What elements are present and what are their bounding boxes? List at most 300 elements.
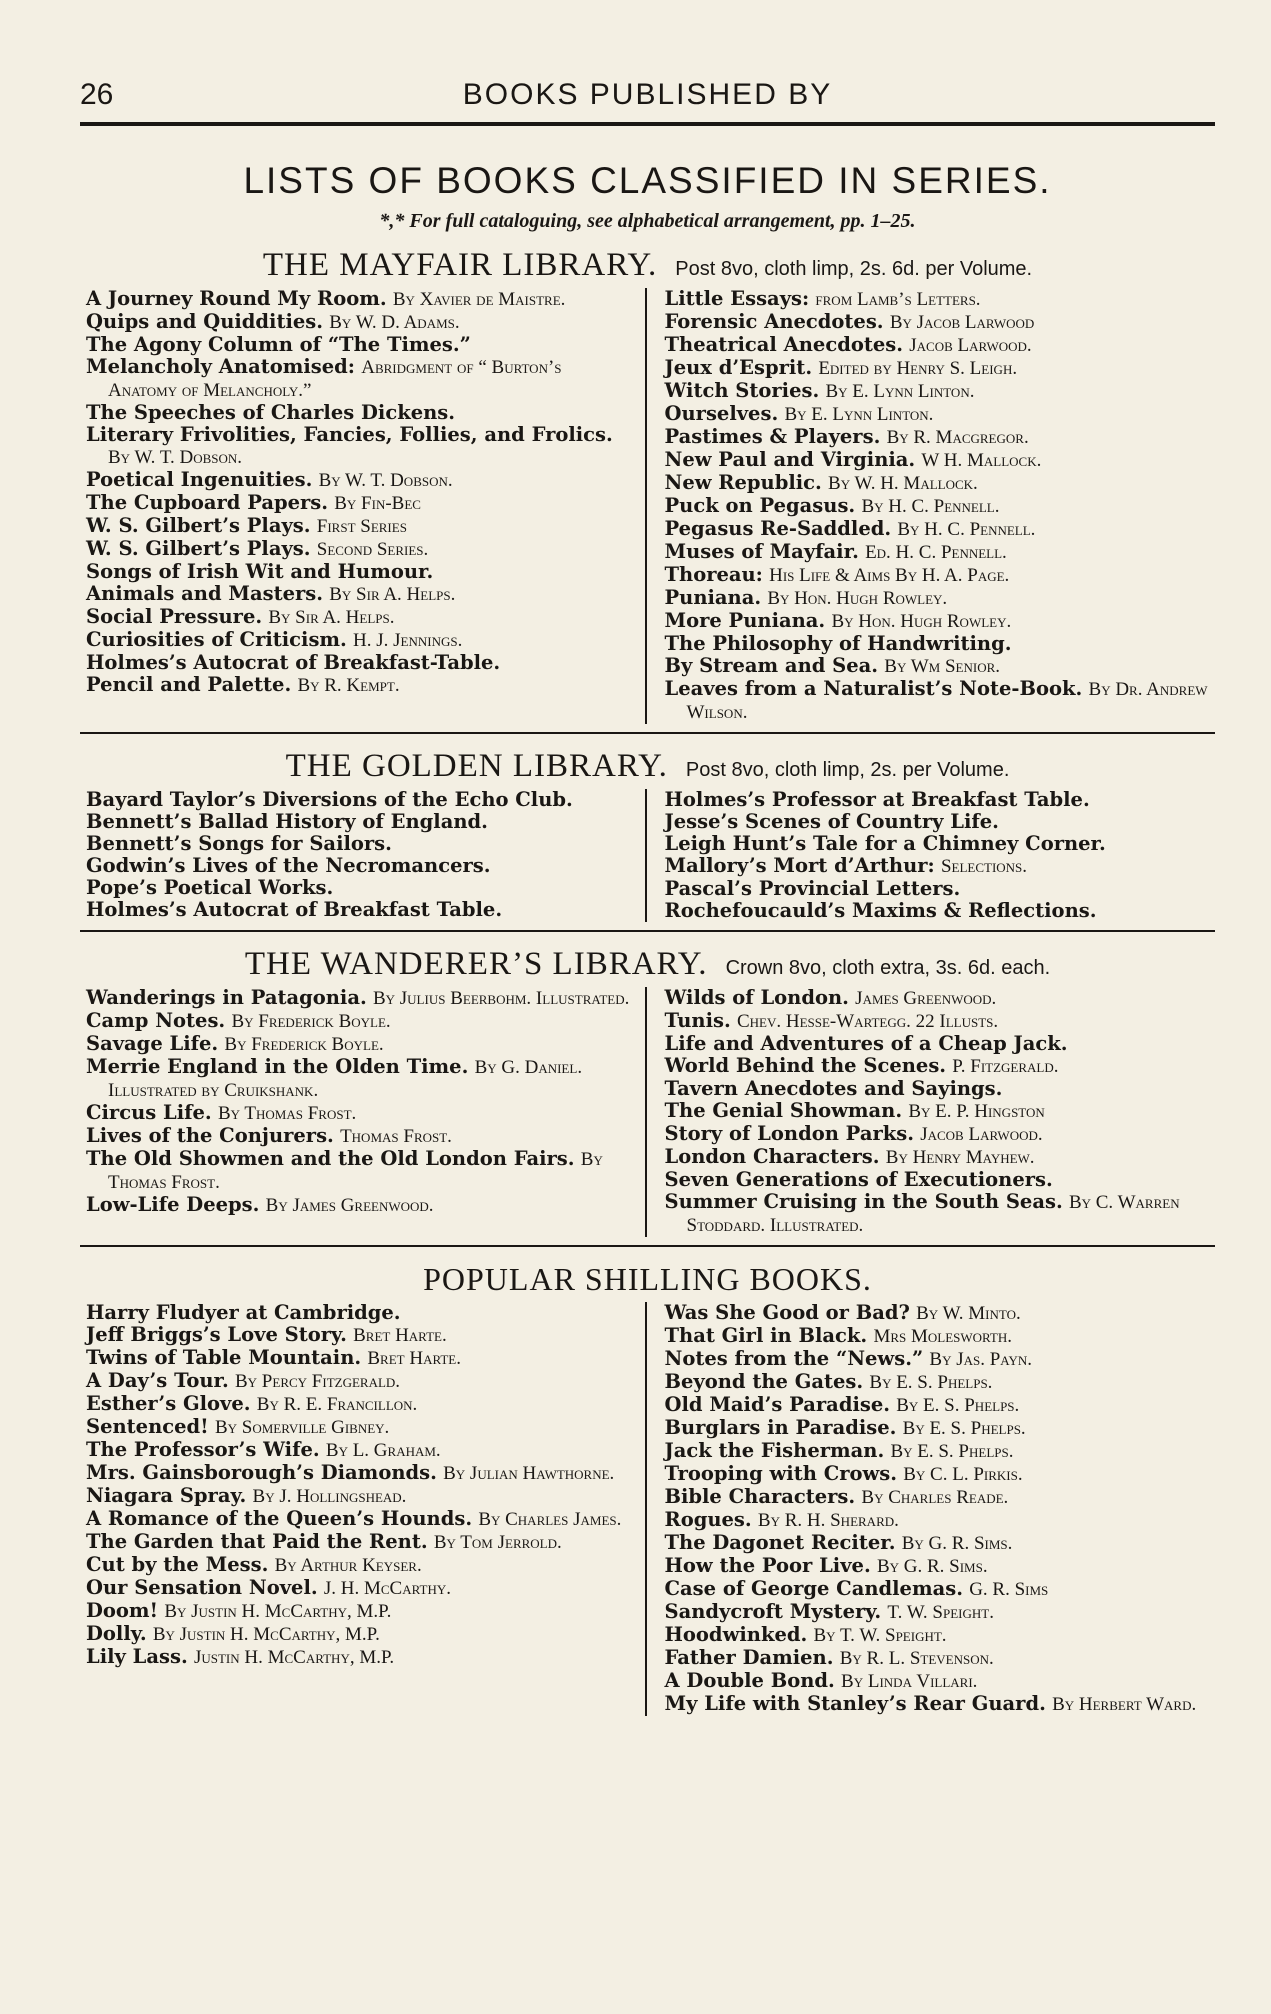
book-title: Bible Characters.	[664, 1485, 856, 1508]
book-title: Jesse’s Scenes of Country Life.	[664, 810, 999, 833]
book-title: How the Poor Live.	[664, 1554, 871, 1577]
book-author: By W. H. Mallock.	[828, 473, 978, 494]
book-entry	[86, 789, 631, 811]
book-author: Ed. H. C. Pennell.	[865, 542, 1007, 563]
book-title: The Cupboard Papers.	[86, 491, 329, 514]
book-entry	[86, 1194, 631, 1217]
book-title: New Republic.	[664, 471, 822, 494]
book-author: from Lamb’s Letters.	[815, 289, 981, 310]
book-entry	[665, 1532, 1210, 1555]
book-entry	[665, 564, 1210, 587]
book-title: Holmes’s Autocrat of Breakfast-Table.	[86, 651, 501, 674]
book-title: Esther’s Glove.	[86, 1392, 251, 1415]
book-entry	[86, 1439, 631, 1462]
book-author: By E. Lynn Linton.	[784, 404, 934, 425]
book-entry	[665, 1463, 1210, 1486]
book-entry	[665, 678, 1210, 724]
book-entry	[86, 334, 631, 356]
column-left	[80, 789, 647, 922]
book-entry	[665, 1624, 1210, 1647]
book-author: G. R. Sims	[969, 1579, 1049, 1600]
book-title: Ourselves.	[664, 402, 779, 425]
book-author: By Jacob Larwood	[889, 312, 1035, 333]
book-entry	[86, 515, 631, 538]
book-title: The Old Showmen and the Old London Fairs.	[86, 1147, 575, 1170]
book-author: By E. Lynn Linton.	[825, 381, 975, 402]
book-entry	[665, 1191, 1210, 1237]
book-entry	[665, 633, 1210, 655]
book-title: W. S. Gilbert’s Plays.	[86, 514, 311, 537]
series-container	[80, 247, 1215, 1716]
series-header	[80, 1261, 1215, 1298]
book-title: Witch Stories.	[664, 379, 820, 402]
book-author: Jacob Larwood.	[920, 1124, 1043, 1145]
book-author: By Thomas Frost.	[217, 1103, 357, 1124]
book-title: Puniana.	[664, 586, 762, 609]
running-header	[80, 72, 1215, 120]
book-entry	[665, 1486, 1210, 1509]
book-entry	[665, 1555, 1210, 1578]
book-title: Merrie England in the Olden Time.	[86, 1055, 469, 1078]
book-entry	[665, 1146, 1210, 1169]
book-title: Twins of Table Mountain.	[86, 1346, 362, 1369]
book-author: By Linda Villari.	[841, 1671, 978, 1692]
book-title: Wilds of London.	[664, 986, 849, 1009]
book-author: Second Series.	[316, 539, 429, 560]
book-title: The Speeches of Charles Dickens.	[86, 401, 456, 424]
book-entry	[665, 789, 1210, 811]
book-title: Trooping with Crows.	[664, 1462, 898, 1485]
book-entry	[86, 1462, 631, 1485]
book-author: By H. C. Pennell.	[861, 496, 1000, 517]
book-entry	[86, 492, 631, 515]
book-entry	[665, 1440, 1210, 1463]
book-entry	[665, 449, 1210, 472]
book-title: Savage Life.	[86, 1032, 219, 1055]
book-title: A Day’s Tour.	[86, 1369, 229, 1392]
book-entry	[665, 357, 1210, 380]
book-title: Quips and Quiddities.	[86, 310, 324, 333]
book-title: By Stream and Sea.	[664, 654, 879, 677]
book-entry	[665, 855, 1210, 878]
book-entry	[665, 1033, 1210, 1055]
book-author: Edited by Henry S. Leigh.	[818, 358, 1018, 379]
book-author: Justin H. McCarthy, M.P.	[193, 1647, 395, 1668]
book-title: Pencil and Palette.	[86, 673, 292, 696]
series-section	[80, 946, 1215, 1247]
book-entry	[86, 1148, 631, 1194]
book-entry	[86, 674, 631, 697]
book-entry	[86, 1370, 631, 1393]
book-entry	[86, 356, 631, 402]
series-name: THE GOLDEN LIBRARY.	[285, 748, 668, 784]
book-title: Bennett’s Songs for Sailors.	[86, 832, 392, 855]
book-entry	[665, 1578, 1210, 1601]
book-entry	[665, 878, 1210, 900]
book-entry	[665, 1055, 1210, 1078]
book-author: His Life & Aims By H. A. Page.	[769, 565, 1010, 586]
book-title: Mrs. Gainsborough’s Diamonds.	[86, 1461, 437, 1484]
book-entry	[665, 1078, 1210, 1100]
book-title: Life and Adventures of a Cheap Jack.	[664, 1032, 1068, 1055]
book-author: Abridgment of “ Burton’s Anatomy of Melancholy.”	[108, 357, 562, 401]
column-right	[647, 288, 1216, 724]
book-entry	[665, 833, 1210, 855]
column-right	[647, 987, 1216, 1237]
book-author: By Tom Jerrold.	[433, 1532, 562, 1553]
book-author: By J. Hollingshead.	[252, 1486, 407, 1507]
book-entry	[86, 606, 631, 629]
book-author: By W. T. Dobson.	[108, 447, 243, 468]
book-author: Selections.	[940, 856, 1028, 877]
series-columns	[80, 1302, 1215, 1716]
book-title: Jeux d’Esprit.	[664, 356, 813, 379]
series-description: Post 8vo, cloth limp, 2s. per Volume.	[685, 759, 1010, 781]
book-entry	[86, 1056, 631, 1102]
book-entry	[665, 1010, 1210, 1033]
book-entry	[665, 1348, 1210, 1371]
book-author: By R. H. Sherard.	[757, 1510, 899, 1531]
book-author: By W. Minto.	[916, 1303, 1021, 1324]
book-author: By Dr. Andrew Wilson.	[686, 679, 1208, 723]
book-title: Summer Cruising in the South Seas.	[664, 1190, 1063, 1213]
book-author: Bret Harte.	[367, 1348, 461, 1369]
book-title: A Double Bond.	[664, 1669, 835, 1692]
book-entry	[665, 426, 1210, 449]
book-title: The Garden that Paid the Rent.	[86, 1530, 428, 1553]
book-entry	[665, 1371, 1210, 1394]
book-entry	[86, 1102, 631, 1125]
book-author: By L. Graham.	[325, 1440, 441, 1461]
book-entry	[86, 469, 631, 492]
book-author: By Hon. Hugh Rowley.	[831, 611, 1012, 632]
book-title: More Puniana.	[664, 609, 826, 632]
book-entry	[86, 899, 631, 921]
book-entry	[86, 424, 631, 469]
column-right	[647, 1302, 1216, 1716]
series-header	[80, 748, 1215, 785]
book-entry	[86, 1302, 631, 1324]
book-title: Doom!	[86, 1599, 159, 1622]
book-title: Jack the Fisherman.	[664, 1439, 885, 1462]
book-entry	[86, 1485, 631, 1508]
book-title: Our Sensation Novel.	[86, 1576, 318, 1599]
book-author: By R. Kempt.	[297, 675, 400, 696]
book-author: By W. D. Adams.	[329, 312, 460, 333]
book-author: By E. P. Hingston	[908, 1101, 1045, 1122]
book-entry	[86, 561, 631, 583]
book-title: The Genial Showman.	[664, 1099, 903, 1122]
book-title: Story of London Parks.	[664, 1122, 915, 1145]
series-columns	[80, 987, 1215, 1237]
book-title: Curiosities of Criticism.	[86, 628, 347, 651]
book-author: By Henry Mayhew.	[885, 1147, 1035, 1168]
book-title: Rochefoucauld’s Maxims & Reflections.	[664, 899, 1097, 922]
book-author: Bret Harte.	[353, 1325, 447, 1346]
book-entry	[86, 1324, 631, 1347]
book-entry	[665, 403, 1210, 426]
book-author: By C. L. Pirkis.	[903, 1464, 1023, 1485]
book-author: By Charles James.	[478, 1509, 622, 1530]
book-title: The Philosophy of Handwriting.	[664, 632, 1012, 655]
book-title: Jeff Briggs’s Love Story.	[86, 1323, 347, 1346]
book-author: By Herbert Ward.	[1052, 1694, 1197, 1715]
book-author: By G. R. Sims.	[901, 1533, 1013, 1554]
book-title: Niagara Spray.	[86, 1484, 247, 1507]
book-entry	[86, 1646, 631, 1669]
book-entry	[665, 987, 1210, 1010]
series-name: THE WANDERER’S LIBRARY.	[244, 946, 708, 982]
book-title: Theatrical Anecdotes.	[664, 333, 904, 356]
book-author: By Fin-Bec	[334, 493, 421, 514]
book-title: The Dagonet Reciter.	[664, 1531, 896, 1554]
book-title: Holmes’s Autocrat of Breakfast Table.	[86, 898, 503, 921]
book-title: Lives of the Conjurers.	[86, 1124, 334, 1147]
book-entry	[86, 288, 631, 311]
book-title: Circus Life.	[86, 1101, 212, 1124]
book-entry	[86, 811, 631, 833]
book-title: Mallory’s Mort d’Arthur:	[664, 854, 935, 877]
book-author: By Charles Reade.	[861, 1487, 1009, 1508]
book-title: Seven Generations of Executioners.	[664, 1168, 1053, 1191]
book-author: By Julian Hawthorne.	[443, 1463, 615, 1484]
book-entry	[665, 1100, 1210, 1123]
book-title: Pegasus Re-Saddled.	[664, 517, 892, 540]
series-section	[80, 1261, 1215, 1716]
book-title: Bennett’s Ballad History of England.	[86, 810, 488, 833]
book-author: First Series	[316, 516, 407, 537]
book-author: Thomas Frost.	[340, 1126, 452, 1147]
series-columns	[80, 789, 1215, 922]
book-title: Godwin’s Lives of the Necromancers.	[86, 854, 491, 877]
book-entry	[86, 1125, 631, 1148]
book-entry	[665, 1647, 1210, 1670]
book-entry	[665, 1509, 1210, 1532]
series-header	[80, 946, 1215, 983]
book-author: By Frederick Boyle.	[224, 1034, 384, 1055]
book-entry	[86, 877, 631, 899]
book-author: By H. C. Pennell.	[897, 519, 1036, 540]
book-author: By Wm Senior.	[884, 656, 1001, 677]
book-entry	[86, 1393, 631, 1416]
catalogue-note: *,* For full cataloguing, see alphabetical arrangement, pp. 1–25.	[379, 210, 916, 232]
book-author: By Sir A. Helps.	[268, 607, 395, 628]
book-entry	[665, 900, 1210, 922]
book-author: Jacob Larwood.	[909, 335, 1032, 356]
book-title: New Paul and Virginia.	[664, 448, 916, 471]
book-entry	[665, 1123, 1210, 1146]
book-author: Mrs Molesworth.	[873, 1326, 1013, 1347]
book-author: By R. Macgregor.	[886, 427, 1029, 448]
series-header	[80, 247, 1215, 284]
book-author: By Hon. Hugh Rowley.	[767, 588, 948, 609]
book-entry	[86, 1577, 631, 1600]
book-author: W H. Mallock.	[921, 450, 1042, 471]
book-entry	[665, 541, 1210, 564]
book-title: Lily Lass.	[86, 1645, 188, 1668]
page-title: LISTS OF BOOKS CLASSIFIED IN SERIES.	[243, 160, 1052, 201]
book-entry	[665, 495, 1210, 518]
book-author: T. W. Speight.	[887, 1602, 994, 1623]
book-title: Holmes’s Professor at Breakfast Table.	[664, 788, 1090, 811]
book-entry	[86, 1554, 631, 1577]
series-description: Post 8vo, cloth limp, 2s. 6d. per Volume.	[675, 258, 1033, 280]
column-left	[80, 288, 647, 724]
book-author: P. Fitzgerald.	[952, 1056, 1059, 1077]
book-title: Poetical Ingenuities.	[86, 468, 313, 491]
book-title: Bayard Taylor’s Diversions of the Echo Club.	[86, 788, 573, 811]
book-author: By G. R. Sims.	[876, 1556, 988, 1577]
book-title: W. S. Gilbert’s Plays.	[86, 537, 311, 560]
book-author: By T. W. Speight.	[813, 1625, 947, 1646]
book-title: Tavern Anecdotes and Sayings.	[664, 1077, 1003, 1100]
book-entry	[665, 1169, 1210, 1191]
book-list-page	[80, 72, 1215, 1716]
running-title: BOOKS PUBLISHED BY	[462, 78, 833, 111]
book-title: Hoodwinked.	[664, 1623, 808, 1646]
book-title: A Romance of the Queen’s Hounds.	[86, 1507, 473, 1530]
book-title: The Agony Column of “The Times.”	[86, 333, 471, 356]
book-title: Muses of Mayfair.	[664, 540, 859, 563]
book-title: A Journey Round My Room.	[86, 287, 387, 310]
book-entry	[86, 1010, 631, 1033]
book-author: By Justin H. McCarthy, M.P.	[164, 1601, 392, 1622]
book-author: By G. Daniel. Illustrated by Cruikshank.	[108, 1057, 583, 1101]
book-author: By R. L. Stevenson.	[839, 1648, 994, 1669]
book-title: Little Essays:	[664, 287, 810, 310]
book-author: By Julius Beerbohm. Illustrated.	[372, 988, 630, 1009]
book-entry	[86, 1600, 631, 1623]
book-title: World Behind the Scenes.	[664, 1054, 947, 1077]
book-entry	[665, 518, 1210, 541]
book-entry	[665, 655, 1210, 678]
column-right	[647, 789, 1216, 922]
section-rule	[80, 930, 1215, 932]
book-author: By Arthur Keyser.	[274, 1555, 422, 1576]
book-author: By Somerville Gibney.	[214, 1417, 390, 1438]
book-title: Sandycroft Mystery.	[664, 1600, 882, 1623]
series-columns	[80, 288, 1215, 724]
book-title: Was She Good or Bad?	[664, 1301, 910, 1324]
book-title: My Life with Stanley’s Rear Guard.	[664, 1692, 1046, 1715]
book-entry	[665, 311, 1210, 334]
book-entry	[86, 1416, 631, 1439]
book-author: J. H. McCarthy.	[323, 1578, 451, 1599]
book-entry	[665, 1325, 1210, 1348]
book-title: Burglars in Paradise.	[664, 1416, 897, 1439]
book-entry	[665, 1417, 1210, 1440]
book-title: Thoreau:	[664, 563, 763, 586]
book-author: James Greenwood.	[855, 988, 997, 1009]
book-title: Low-Life Deeps.	[86, 1193, 260, 1216]
book-entry	[86, 402, 631, 424]
book-title: Leigh Hunt’s Tale for a Chimney Corner.	[664, 832, 1106, 855]
book-title: The Professor’s Wife.	[86, 1438, 320, 1461]
book-author: By R. E. Francillon.	[256, 1394, 418, 1415]
book-entry	[665, 1302, 1210, 1325]
book-title: Old Maid’s Paradise.	[664, 1393, 891, 1416]
book-entry	[86, 583, 631, 606]
book-author: By C. Warren Stoddard. Illustrated.	[686, 1192, 1180, 1236]
book-title: Animals and Masters.	[86, 582, 324, 605]
book-author: By James Greenwood.	[265, 1195, 434, 1216]
book-entry	[86, 311, 631, 334]
book-entry	[86, 987, 631, 1010]
book-entry	[665, 1394, 1210, 1417]
book-author: By Frederick Boyle.	[231, 1011, 391, 1032]
book-entry	[665, 587, 1210, 610]
section-rule	[80, 1245, 1215, 1247]
section-rule	[80, 732, 1215, 734]
series-name: THE MAYFAIR LIBRARY.	[262, 247, 658, 283]
series-section	[80, 247, 1215, 734]
book-title: That Girl in Black.	[664, 1324, 868, 1347]
book-entry	[665, 334, 1210, 357]
book-title: Case of George Candlemas.	[664, 1577, 963, 1600]
book-entry	[86, 1531, 631, 1554]
book-entry	[665, 1601, 1210, 1624]
book-title: Cut by the Mess.	[86, 1553, 269, 1576]
header-rule	[80, 122, 1215, 126]
book-entry	[86, 538, 631, 561]
book-entry	[86, 1347, 631, 1370]
book-entry	[86, 1508, 631, 1531]
book-title: Sentenced!	[86, 1415, 209, 1438]
book-author: By Percy Fitzgerald.	[235, 1371, 401, 1392]
book-entry	[86, 1623, 631, 1646]
series-section	[80, 748, 1215, 932]
book-title: Social Pressure.	[86, 605, 263, 628]
book-author: By Thomas Frost.	[108, 1149, 603, 1193]
book-entry	[665, 288, 1210, 311]
book-title: Leaves from a Naturalist’s Note-Book.	[664, 677, 1083, 700]
book-title: Pastimes & Players.	[664, 425, 881, 448]
book-title: Wanderings in Patagonia.	[86, 986, 367, 1009]
book-author: By Justin H. McCarthy, M.P.	[152, 1624, 380, 1645]
book-title: Pope’s Poetical Works.	[86, 876, 334, 899]
book-entry	[86, 1033, 631, 1056]
book-entry	[86, 833, 631, 855]
book-entry	[86, 629, 631, 652]
book-title: Beyond the Gates.	[664, 1370, 864, 1393]
book-author: By E. S. Phelps.	[869, 1372, 993, 1393]
book-entry	[665, 380, 1210, 403]
book-title: Harry Fludyer at Cambridge.	[86, 1301, 401, 1324]
book-entry	[665, 1670, 1210, 1693]
book-title: London Characters.	[664, 1145, 880, 1168]
book-title: Songs of Irish Wit and Humour.	[86, 560, 434, 583]
book-title: Literary Frivolities, Fancies, Follies, and Frolics.	[86, 423, 613, 446]
book-author: By E. S. Phelps.	[896, 1395, 1020, 1416]
book-entry	[665, 472, 1210, 495]
book-entry	[665, 610, 1210, 633]
column-left	[80, 1302, 647, 1716]
book-author: Chev. Hesse-Wartegg. 22 Illusts.	[736, 1011, 999, 1032]
book-author: By Sir A. Helps.	[329, 584, 456, 605]
page-number: 26	[80, 78, 114, 111]
book-author: By W. T. Dobson.	[318, 470, 453, 491]
column-left	[80, 987, 647, 1237]
book-entry	[665, 811, 1210, 833]
book-title: Puck on Pegasus.	[664, 494, 856, 517]
book-author: By E. S. Phelps.	[890, 1441, 1014, 1462]
book-title: Rogues.	[664, 1508, 752, 1531]
book-title: Forensic Anecdotes.	[664, 310, 884, 333]
book-title: Tunis.	[664, 1009, 731, 1032]
book-author: H. J. Jennings.	[353, 630, 463, 651]
book-title: Father Damien.	[664, 1646, 834, 1669]
book-title: Notes from the “News.”	[664, 1347, 924, 1370]
